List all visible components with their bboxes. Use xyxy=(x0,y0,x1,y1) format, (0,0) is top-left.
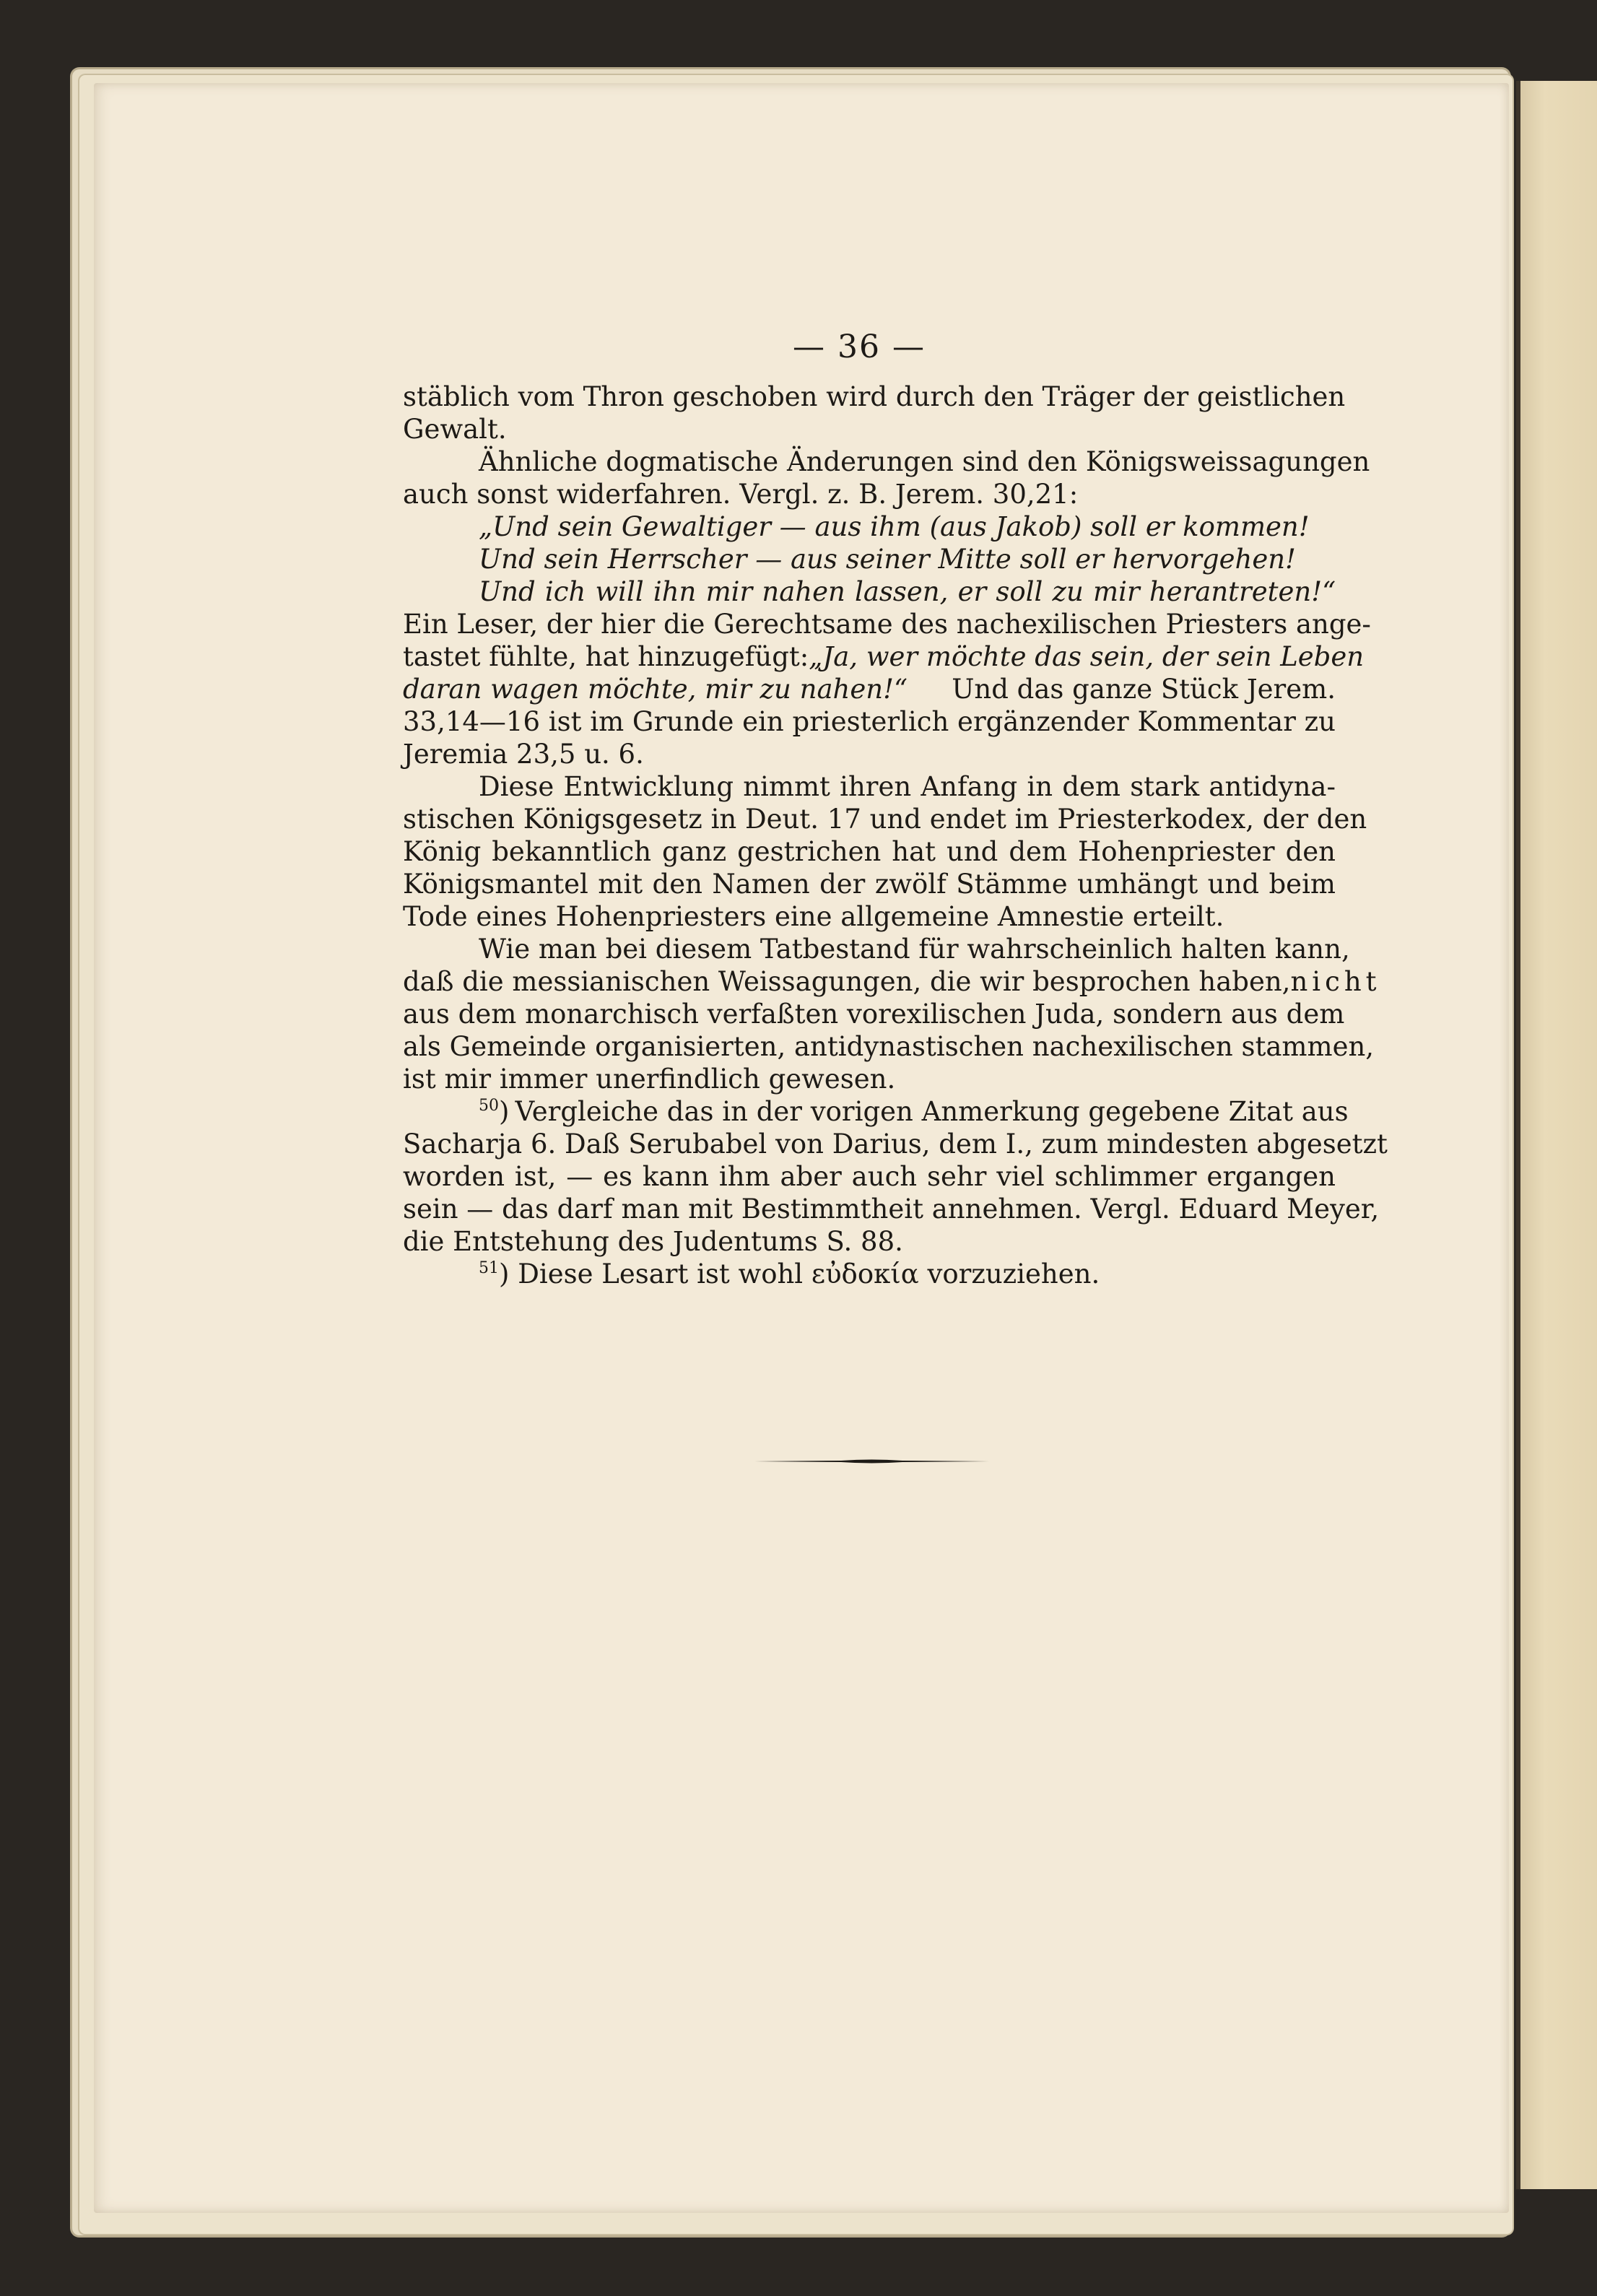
text-line: ist mir immer unerfindlich gewesen. xyxy=(403,1064,896,1095)
text-line: aus dem monarchisch verfaßten vorexilischen Juda, sondern aus dem xyxy=(403,999,1345,1030)
footnote-bracket: ) xyxy=(499,1096,510,1127)
text-line-mixed xyxy=(403,965,1381,998)
text-line: stischen Königsgesetz in Deut. 17 und endet im Priesterkodex, der den xyxy=(403,804,1367,835)
text-run: daß die messianischen Weissagungen, die wir besprochen haben, xyxy=(403,966,1291,997)
text-line: Jeremia 23,5 u. 6. xyxy=(403,739,644,770)
body-text xyxy=(403,381,1388,1290)
footnote-51 xyxy=(403,1258,1336,1290)
text-line: Ähnliche dogmatische Änderungen sind den Königsweissagungen xyxy=(479,446,1370,477)
footnote-marker: 50 xyxy=(479,1097,499,1115)
quote-line: Und sein Herrscher — aus seiner Mitte soll er hervorgehen! xyxy=(479,544,1296,575)
footnote-line: Sacharja 6. Daß Serubabel von Darius, dem I., zum mindesten abgesetzt xyxy=(403,1129,1388,1160)
text-run-italic: daran wagen möchte, mir zu nahen!“ xyxy=(403,674,908,705)
text-line: Diese Entwicklung nimmt ihren Anfang in dem stark antidyna- xyxy=(479,771,1336,802)
footnote-line-start xyxy=(479,1095,509,1128)
footnote-bracket: ) xyxy=(499,1258,510,1290)
text-run: Und das ganze Stück Jerem. xyxy=(952,674,1336,705)
text-line: Tode eines Hohenpriesters eine allgemeine Amnestie erteilt. xyxy=(403,901,1224,932)
text-line: auch sonst widerfahren. Vergl. z. B. Jerem. 30,21: xyxy=(403,479,1079,510)
footnote-line: sein — das darf man mit Bestimmtheit annehmen. Vergl. Eduard Meyer, xyxy=(403,1193,1380,1225)
text-line: Wie man bei diesem Tatbestand für wahrscheinlich halten kann, xyxy=(479,934,1350,965)
text-run: tastet fühlte, hat hinzugefügt: xyxy=(403,641,809,672)
footnote-marker: 51 xyxy=(479,1259,499,1277)
text-line: König bekanntlich ganz gestrichen hat und dem Hohenpriester den xyxy=(403,836,1336,867)
text-line-mixed xyxy=(403,673,1336,705)
end-ornament-rule xyxy=(754,1457,989,1466)
footnote-text: Vergleiche das in der vorigen Anmerkung gegebene Zitat aus xyxy=(515,1096,1349,1127)
quote-line: Und ich will ihn mir nahen lassen, er soll zu mir herantreten!“ xyxy=(479,576,1336,607)
text-line: stäblich vom Thron geschoben wird durch den Träger der geistlichen xyxy=(403,381,1346,412)
adjacent-page-edge xyxy=(1516,81,1597,2189)
text-run-italic: „Ja, wer möchte das sein, der sein Leben xyxy=(809,641,1365,672)
footnote-line: die Entstehung des Judentums S. 88. xyxy=(403,1226,903,1257)
footnote-text: Diese Lesart ist wohl εὐδοκία vorzuziehen. xyxy=(518,1258,1100,1290)
text-line-mixed xyxy=(403,640,1365,673)
text-line: Gewalt. xyxy=(403,414,507,445)
footnote-50 xyxy=(403,1095,1349,1128)
text-line: als Gemeinde organisierten, antidynastischen nachexilischen stammen, xyxy=(403,1031,1375,1062)
text-line: Ein Leser, der hier die Gerechtsame des nachexilischen Priesters ange- xyxy=(403,609,1371,640)
text-line: 33,14—16 ist im Grunde ein priesterlich ergänzender Kommentar zu xyxy=(403,706,1336,737)
text-line: Königsmantel mit den Namen der zwölf Stämme umhängt und beim xyxy=(403,869,1336,900)
text-run-spaced: nicht xyxy=(1290,966,1381,997)
page-number: — 36 — xyxy=(793,329,926,365)
quote-line: „Und sein Gewaltiger — aus ihm (aus Jakob) soll er kommen! xyxy=(479,511,1310,542)
footnote-line: worden ist, — es kann ihm aber auch sehr viel schlimmer ergangen xyxy=(403,1161,1336,1192)
